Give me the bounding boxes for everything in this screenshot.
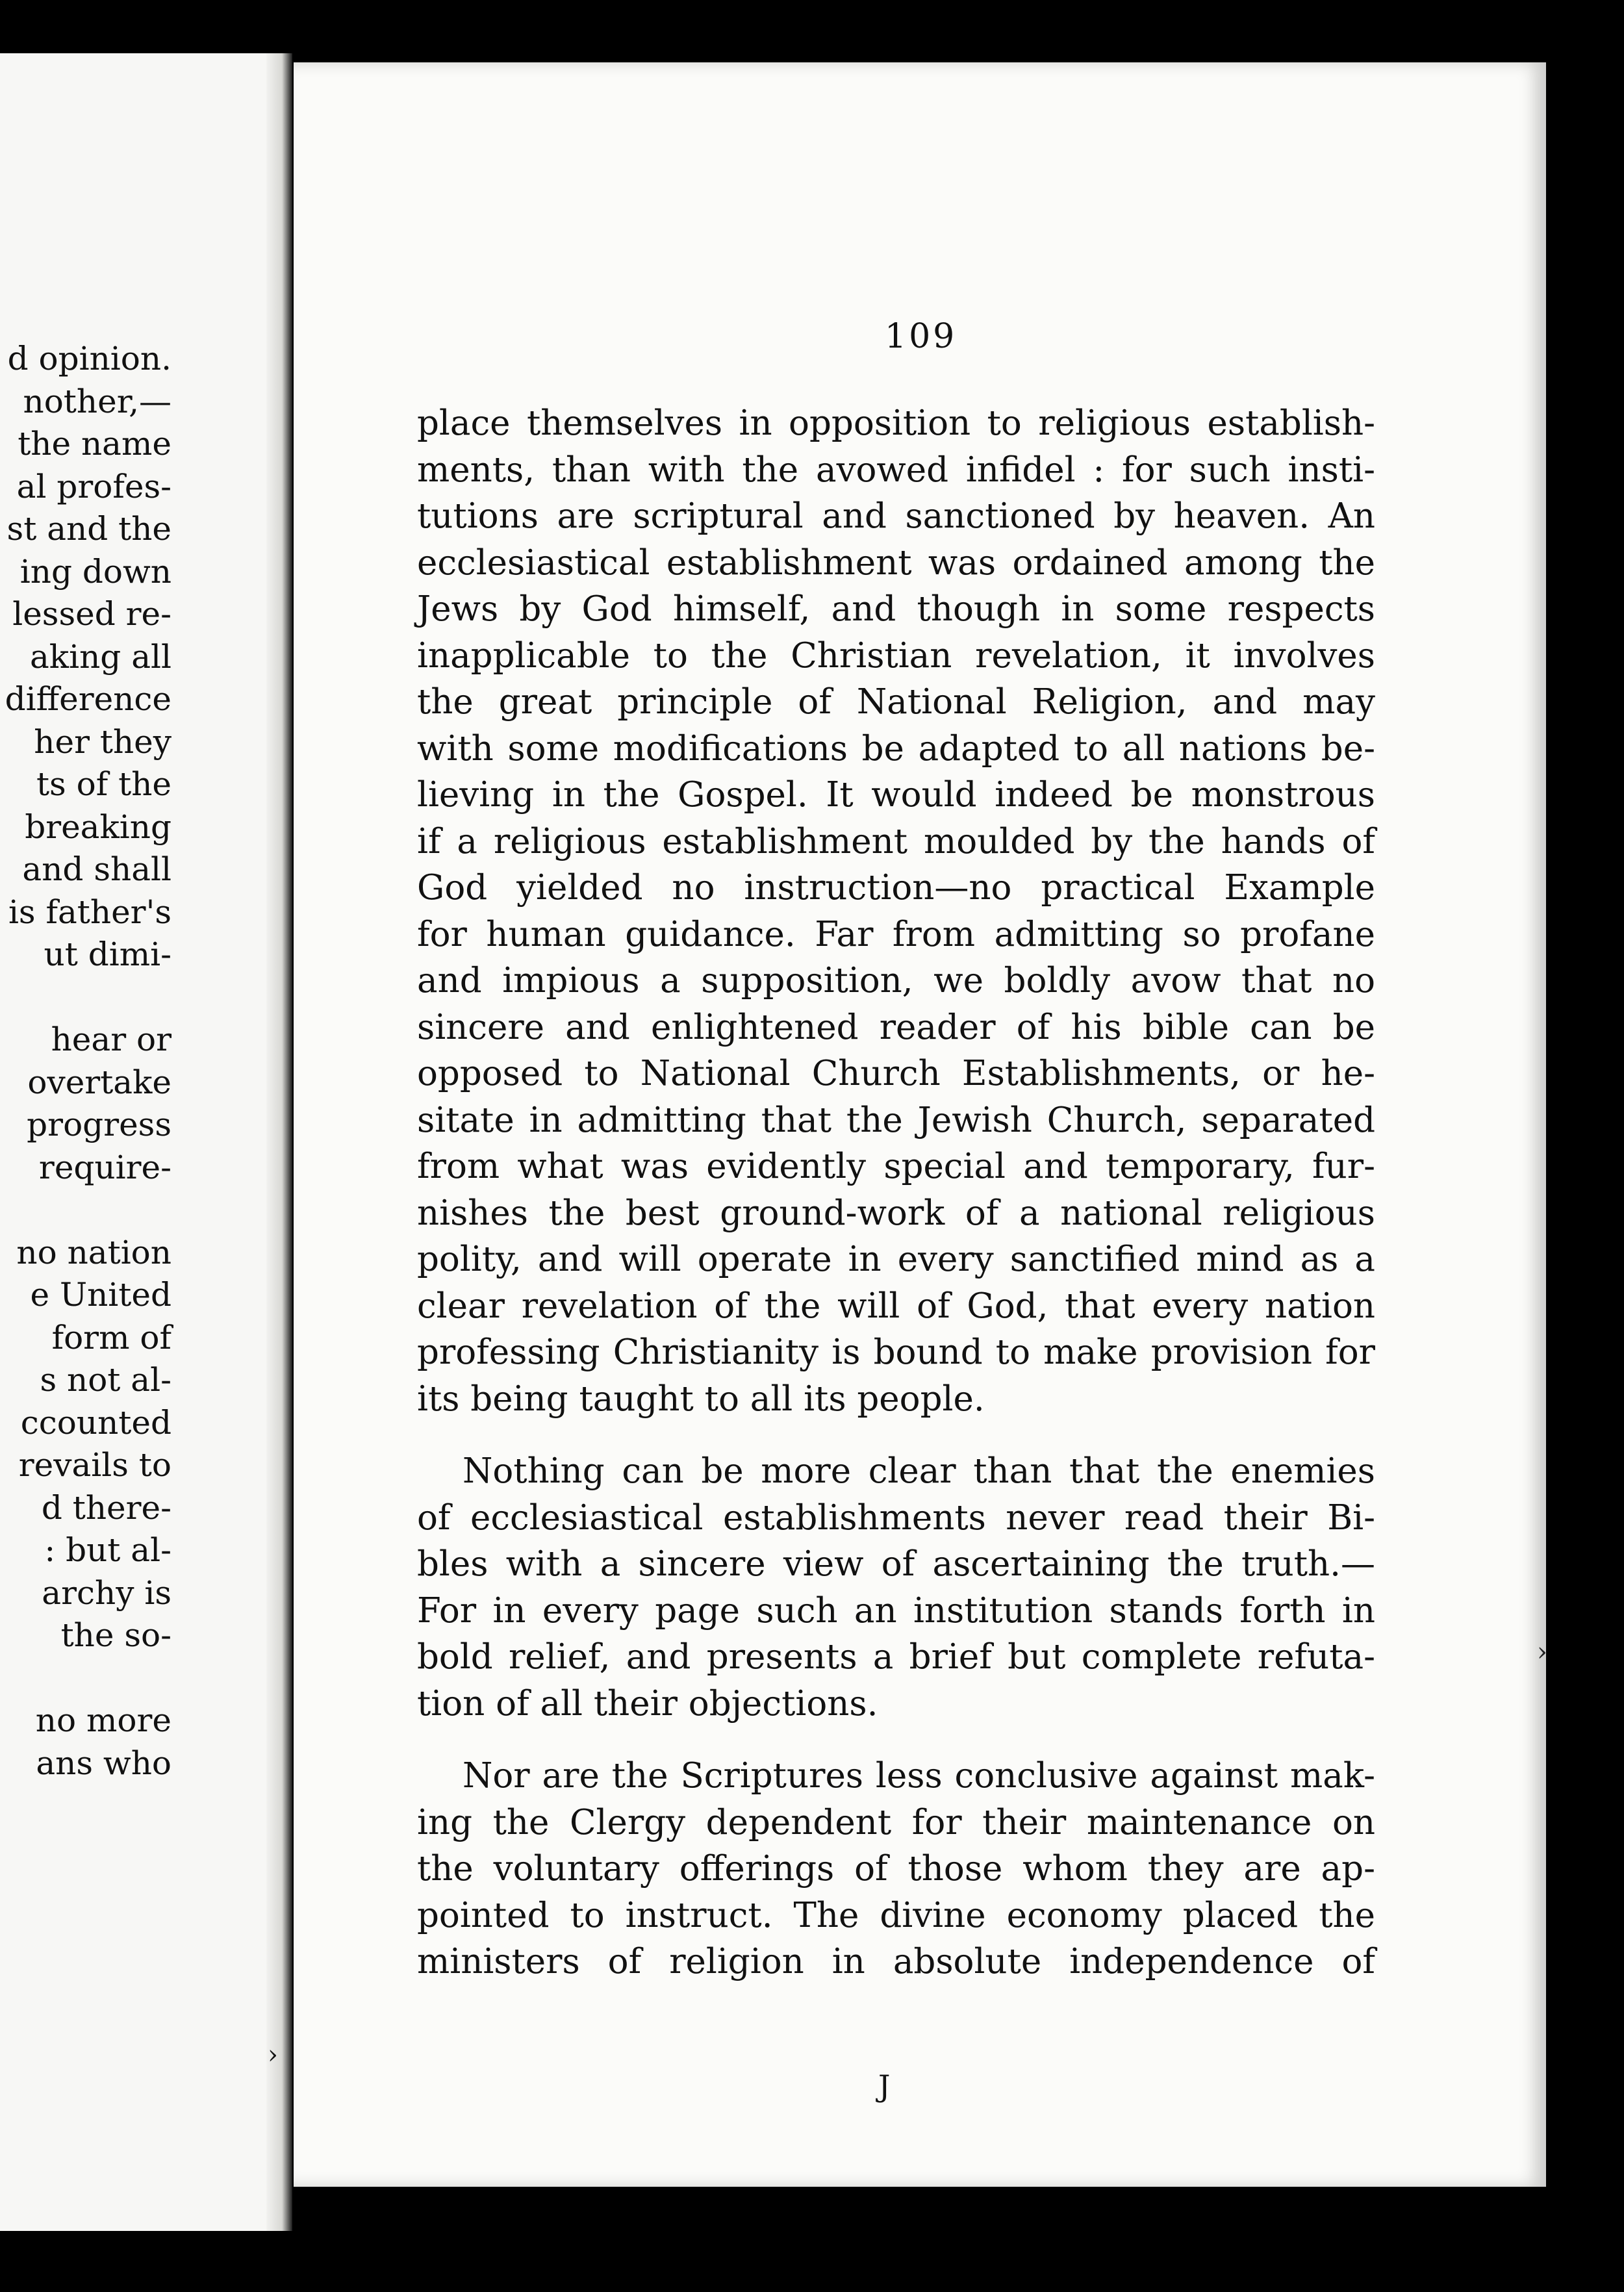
- text-line: For in every page such an institution stands forth in: [417, 1590, 1375, 1631]
- previous-page-line: is father's: [8, 893, 171, 931]
- previous-page-line: d opinion.: [7, 340, 171, 377]
- text-line: clear revelation of the will of God, that every nation: [417, 1286, 1375, 1326]
- text-line: Jews by God himself, and though in some respects: [417, 589, 1375, 629]
- text-line: Nor are the Scriptures less conclusive against mak-: [463, 1756, 1375, 1796]
- previous-page-line: e United: [30, 1276, 171, 1314]
- text-line: place themselves in opposition to religious establish-: [417, 403, 1375, 443]
- text-line: bles with a sincere view of ascertaining the truth.—: [417, 1544, 1375, 1584]
- previous-page-fragment: [0, 53, 286, 2231]
- previous-page-line: ans who: [36, 1744, 171, 1782]
- previous-page-line: no more: [35, 1701, 171, 1739]
- signature-mark: J: [878, 2069, 891, 2104]
- previous-page-line: ing down: [19, 552, 171, 591]
- previous-page-line: al profes-: [16, 467, 171, 505]
- previous-page-line: progress: [27, 1106, 171, 1143]
- text-line: if a religious establishment moulded by the hands of: [417, 821, 1375, 861]
- page-body-text: [417, 400, 1375, 1985]
- text-line: inapplicable to the Christian revelation, it involves: [417, 635, 1375, 676]
- text-line: sincere and enlightened reader of his bible can be: [417, 1007, 1375, 1047]
- previous-page-line: ccounted: [20, 1403, 171, 1442]
- previous-page-line: hear or: [51, 1021, 171, 1058]
- previous-page-line: archy is: [42, 1573, 171, 1612]
- paragraph: [417, 400, 1375, 1422]
- text-line: opposed to National Church Establishments, or he-: [417, 1054, 1375, 1093]
- paragraph: [417, 1448, 1375, 1727]
- text-line: the great principle of National Religion, and may: [417, 682, 1375, 722]
- previous-page-line: her they: [34, 722, 171, 761]
- previous-page-line: ut dimi-: [44, 936, 171, 973]
- previous-page-line: lessed re-: [12, 595, 171, 633]
- book-spine-gutter: [266, 53, 292, 2231]
- text-line: tion of all their objections.: [417, 1683, 878, 1724]
- previous-page-line: ts of the: [36, 765, 171, 803]
- previous-page-line: and shall: [22, 850, 171, 888]
- text-line: and impious a supposition, we boldly avow that no: [417, 961, 1375, 1000]
- previous-page-line: revails to: [18, 1446, 171, 1484]
- previous-page-line: st and the: [6, 510, 171, 548]
- text-line: tutions are scriptural and sanctioned by heaven. An: [417, 496, 1375, 536]
- current-page: [294, 62, 1546, 2187]
- text-line: Nothing can be more clear than that the enemies: [463, 1451, 1375, 1491]
- previous-page-line: nother,—: [23, 382, 171, 420]
- text-line: from what was evidently special and temporary, fur-: [417, 1147, 1375, 1186]
- text-line: of ecclesiastical establishments never read their Bi-: [417, 1497, 1375, 1538]
- text-line: professing Christianity is bound to make provision for: [417, 1332, 1375, 1372]
- text-line: pointed to instruct. The divine economy placed the: [417, 1895, 1375, 1935]
- text-line: God yielded no instruction—no practical Example: [417, 868, 1375, 908]
- previous-page-line: : but al-: [44, 1531, 171, 1569]
- previous-page-line: difference: [5, 680, 171, 718]
- text-line: for human guidance. Far from admitting so profane: [417, 914, 1375, 954]
- paragraph: [417, 1753, 1375, 1985]
- page-number: 109: [885, 317, 958, 356]
- text-line: bold relief, and presents a brief but complete refuta-: [417, 1637, 1375, 1677]
- text-line: ecclesiastical establishment was ordained among the: [417, 542, 1375, 583]
- previous-page-line: aking all: [30, 637, 171, 676]
- previous-page-line: no nation: [16, 1233, 171, 1271]
- text-line: the voluntary offerings of those whom they are ap-: [417, 1849, 1375, 1889]
- previous-page-line: require-: [38, 1148, 171, 1186]
- text-line: nishes the best ground-work of a national religious: [417, 1193, 1375, 1233]
- text-line: ing the Clergy dependent for their maintenance on: [417, 1802, 1375, 1842]
- previous-page-line: s not al-: [40, 1361, 171, 1399]
- text-line: with some modifications be adapted to all nations be-: [417, 728, 1375, 769]
- text-line: lieving in the Gospel. It would indeed be monstrous: [417, 775, 1375, 815]
- previous-page-line: d there-: [41, 1488, 171, 1527]
- page-edge-mark: ›: [1537, 1637, 1547, 1667]
- text-line: ments, than with the avowed infidel : for such insti-: [417, 450, 1375, 490]
- previous-page-line: overtake: [27, 1063, 171, 1101]
- text-line: its being taught to all its people.: [417, 1379, 985, 1419]
- text-line: sitate in admitting that the Jewish Church, separated: [417, 1100, 1375, 1140]
- previous-page-line: the name: [18, 425, 171, 463]
- gutter-fold-mark: ›: [268, 2040, 278, 2070]
- text-line: ministers of religion in absolute independence of: [417, 1942, 1375, 1981]
- previous-page-line: form of: [51, 1318, 171, 1356]
- previous-page-line: the so-: [60, 1616, 171, 1654]
- previous-page-line: breaking: [25, 808, 171, 846]
- text-line: polity, and will operate in every sanctified mind as a: [417, 1240, 1375, 1279]
